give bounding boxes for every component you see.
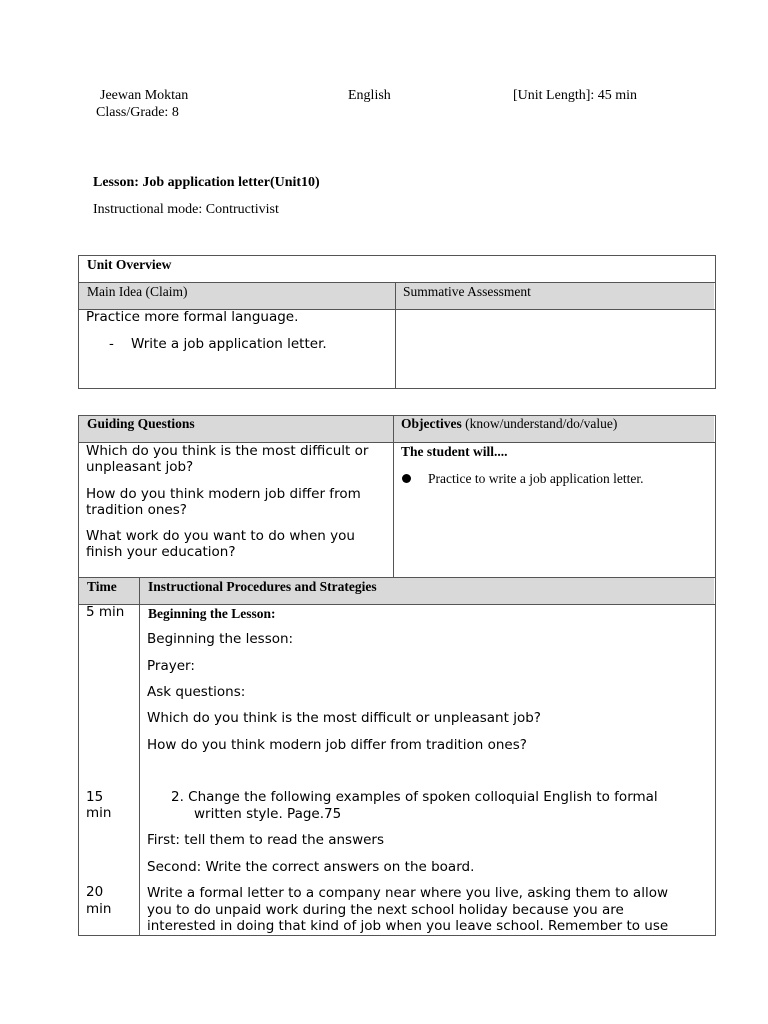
ask-questions-text: Ask questions: xyxy=(147,684,246,700)
step-2-text: 2. Change the following examples of spoken colloquial English to formal xyxy=(171,789,658,805)
first-instruction: First: tell them to read the answers xyxy=(147,832,385,848)
instructional-mode: Instructional mode: Contructivist xyxy=(93,202,279,217)
teacher-name: Jeewan Moktan xyxy=(100,88,189,103)
unit-length: [Unit Length]: 45 min xyxy=(513,88,638,103)
objectives-header xyxy=(401,416,617,432)
divider xyxy=(395,282,396,388)
procedures-header: Instructional Procedures and Strategies xyxy=(148,579,377,594)
objectives-header-rest: (know/understand/do/value) xyxy=(461,416,618,431)
objectives-header-bold: Objectives xyxy=(401,416,462,431)
main-idea-bullet: Write a job application letter. xyxy=(131,336,327,352)
divider xyxy=(78,577,715,578)
guiding-questions-header: Guiding Questions xyxy=(87,416,195,431)
bullet-dash: - xyxy=(109,336,114,352)
beginning-text: Beginning the lesson: xyxy=(147,631,294,647)
objective-item: Practice to write a job application letter. xyxy=(428,471,644,486)
letter-task-line: you to do unpaid work during the next school holiday because you are xyxy=(147,902,624,918)
time-header: Time xyxy=(87,579,117,594)
question-text: Which do you think is the most difficult or unpleasant job? xyxy=(147,710,541,726)
time-5-min: 5 min xyxy=(86,604,125,620)
time-20-min: min xyxy=(86,901,112,917)
step-2-text-cont: written style. Page.75 xyxy=(194,806,342,822)
time-20: 20 xyxy=(86,884,104,900)
divider xyxy=(139,577,140,935)
question-text: How do you think modern job differ from tradition ones? xyxy=(147,737,527,753)
time-15-min: min xyxy=(86,805,112,821)
second-instruction: Second: Write the correct answers on the board. xyxy=(147,859,475,875)
guiding-question: Which do you think is the most difficult or xyxy=(86,443,369,459)
guiding-question: tradition ones? xyxy=(86,502,187,518)
summative-assessment-header: Summative Assessment xyxy=(403,284,531,299)
guiding-question: How do you think modern job differ from xyxy=(86,486,361,502)
time-15: 15 xyxy=(86,789,104,805)
bullet-icon xyxy=(402,474,411,483)
guiding-question: What work do you want to do when you xyxy=(86,528,355,544)
class-grade: Class/Grade: 8 xyxy=(96,105,179,120)
student-will: The student will.... xyxy=(401,444,508,459)
beginning-heading: Beginning the Lesson: xyxy=(148,606,276,621)
unit-overview-heading: Unit Overview xyxy=(87,257,172,272)
prayer-text: Prayer: xyxy=(147,658,195,674)
guiding-question: unpleasant job? xyxy=(86,459,194,475)
lesson-title: Lesson: Job application letter(Unit10) xyxy=(93,175,320,190)
guiding-question: finish your education? xyxy=(86,544,236,560)
letter-task-line: Write a formal letter to a company near where you live, asking them to allow xyxy=(147,885,669,901)
divider xyxy=(78,282,715,283)
subject: English xyxy=(348,88,391,103)
divider xyxy=(393,415,394,578)
main-idea-text: Practice more formal language. xyxy=(86,309,299,325)
divider xyxy=(78,604,715,605)
letter-task-line: interested in doing that kind of job when you leave school. Remember to use xyxy=(147,918,669,933)
main-idea-header: Main Idea (Claim) xyxy=(87,284,188,299)
